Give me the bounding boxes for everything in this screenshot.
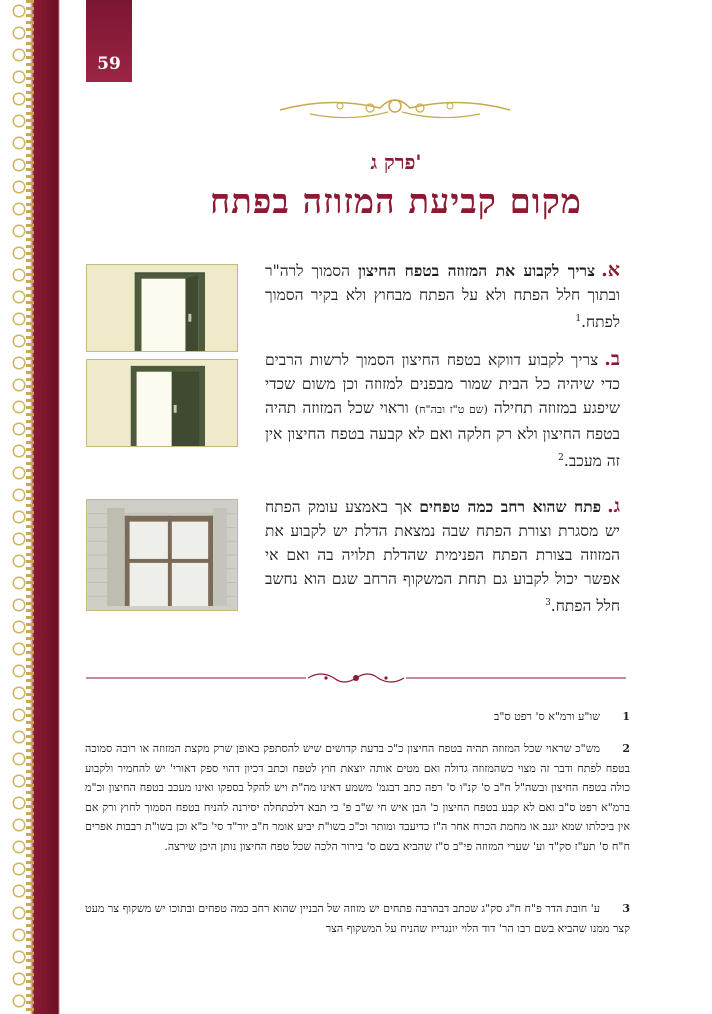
footnote-number: 1: [622, 710, 630, 723]
paragraph-text: צריך לקבוע דווקא בטפח החיצון הסמוך לרשות הרבים כדי שיהיה כל הבית שמור מבפנים למזוזה וכן משום שכדי שיפגע במזוזה תחילה: [265, 351, 620, 417]
lace-ornament-inner: [26, 0, 34, 1014]
footnote-text: ע' חובת הדר פ"ח ח"ג סק"ג שכתב דבהרבה פתחים יש מזוזה של הבניין שהוא רחב כמה טפחים ובתוכו יש משקוף צר מעט קצר ממנו שהביא בשם רבו הר' דוד הלוי יונגרייז שהניח על המשקוף הצר: [85, 902, 630, 935]
paragraph-letter: ב.: [604, 348, 620, 370]
paragraph-text: וראוי שכל המזוזה תהיה בטפח החיצון ולא רק חלקה ואם לא קבעה בטפח החיצון אין זה מעכב.: [265, 399, 620, 471]
chapter-title: מקום קביעת המזוזה בפתח: [210, 182, 582, 222]
paragraph-text: אך באמצע עומק הפתח יש מסגרת וצורת הפתח שבה נמצאת הדלת יש לקבוע את המזוזה בצורת הפתח הפנימית שהדלת תלויה בה ואם אי אפשר יכול לקבוע גם תחת המשקוף הרחב שגם הוא נחשב חלל הפתח.: [265, 498, 620, 616]
paragraph-bold: פתח שהוא רחב כמה טפחים: [419, 497, 602, 516]
footnote-ref[interactable]: 2: [558, 453, 564, 463]
page-number-text: 59: [97, 54, 121, 74]
footnote-number: 2: [622, 742, 630, 755]
footnote-number: 3: [622, 902, 630, 915]
doorway-illustration-3: [86, 499, 238, 611]
paragraph-2: [265, 347, 620, 473]
paragraph-bold: צריך לקבוע את המזוזה בטפח החיצון: [358, 261, 596, 280]
footnote-ref[interactable]: 3: [545, 598, 551, 608]
footnote-ref[interactable]: 1: [575, 314, 582, 324]
footnote-text: מש"כ שראוי שכל המזוזה תהיה בטפח החיצון כ"כ בדעת קדושים שיש להסתפק באופן שרק מקצת המזוזה או רובה סמוכה בטפח לפתח ודבר זה מצוי כשהמזוזה גדולה ואם מטים אותה יוצאת חוץ לטפח וכתב דכיון דהוי ספק דאורי' יש להחמיר ולקבוע כולה בטפח החיצון ובשה"ל ח"ב ס' קנ"ו ס' רפה כתב דבגמ' משמע דאינו מה"ת ויש להקל בספקו ואינו מעכב בטפח החיצון וכ"מ ברמ"א רפט ס"ב ואם לא קבע בטפח החיצון כ' הבן איש חי ש"ב פ' כי תבא דלכתחלה יסירנה להניח בטפח הסמוך לחוץ ורק אם אין ביכלתו שמא יגנב או מחמת הכרח אחר ה"ז כדיעבד ומותר וכ"כ בשו"ת יביע אומר ח"ב יור"ד סי' כ"א וכן בשו"ת רבבות אפרים ח"ח ס' תע"ז סק"ד וע' שערי המזוזה פי"ב ס"ז שהביא בשם ס' בירור הלכה שכל טפח החיצון נותן היכן שירצה.: [85, 742, 630, 853]
paragraph-1: [265, 258, 620, 334]
footnote-1: [85, 707, 630, 727]
chapter-label: פרק ג': [370, 150, 422, 174]
door-illustration-2: [86, 359, 238, 447]
door-illustration-1: [86, 264, 238, 352]
footnote-text: שו"ע ורמ"א ס' רפט ס"ב: [494, 710, 600, 723]
paragraph-letter: ג.: [607, 495, 620, 517]
paragraph-letter: א.: [601, 259, 620, 281]
paragraph-3: [265, 494, 620, 618]
title-ornament: [270, 88, 520, 128]
footnote-2: [85, 739, 630, 856]
paragraph-source: (שם ט"ז ובה"ח): [414, 403, 488, 416]
paragraph-text: הסמוך לרה"ר ובתוך חלל הפתח ולא על הפתח מבחוץ ולא בקיר הסמוך לפתח.: [265, 262, 620, 332]
section-divider: [86, 668, 626, 688]
page-number: [86, 0, 132, 82]
footnote-3: [85, 899, 630, 938]
